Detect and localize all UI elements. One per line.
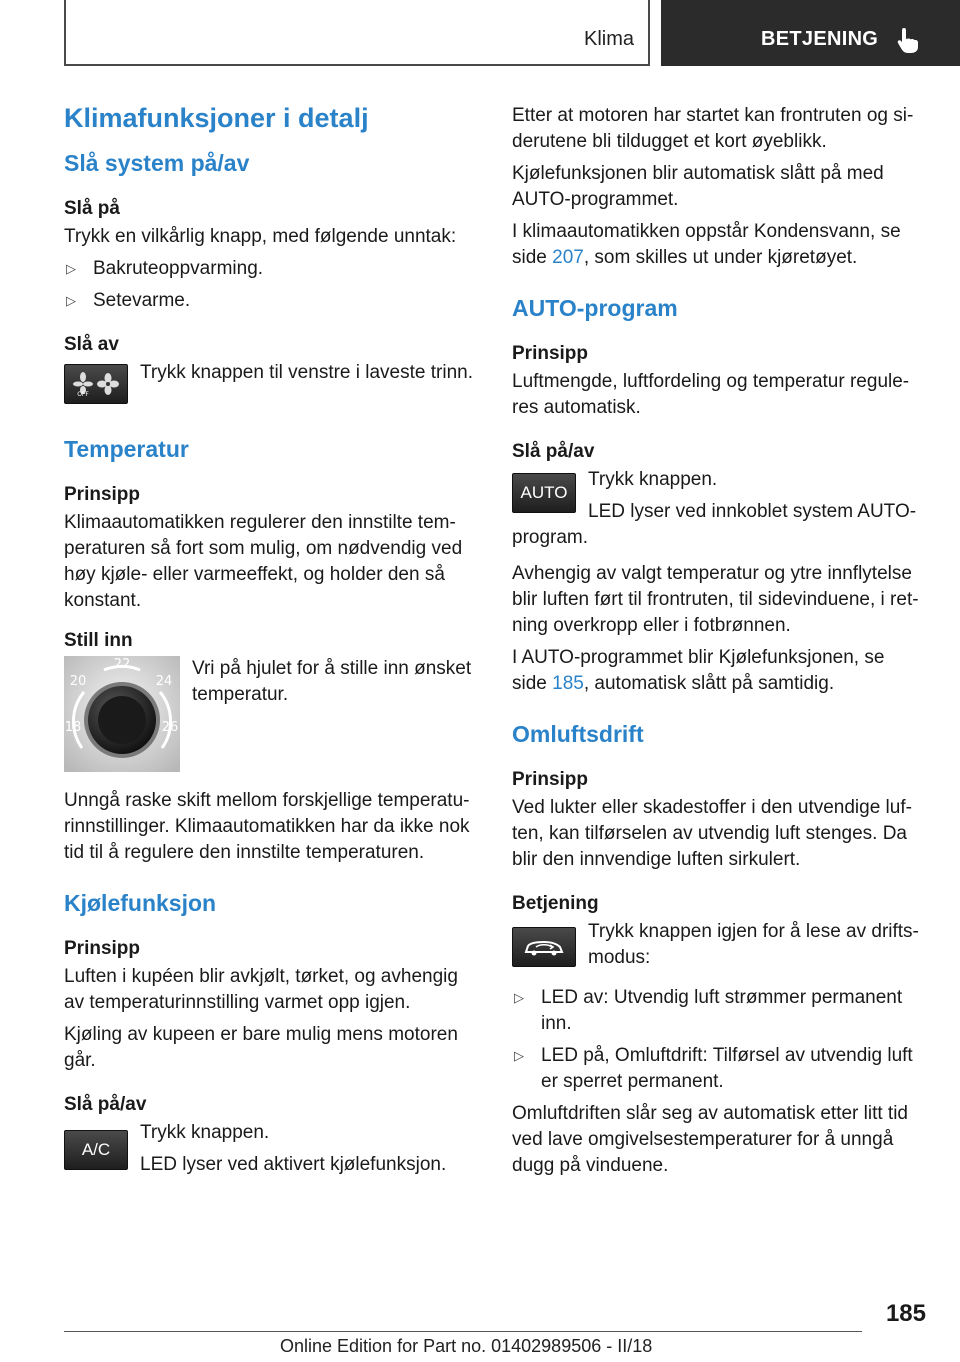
pointing-hand-icon — [895, 26, 921, 54]
list-item: ▷ Bakruteoppvarming. — [64, 256, 476, 282]
auto-button-image: AUTO — [512, 473, 576, 513]
heading-recirculation: Omluftsdrift — [512, 721, 644, 747]
on-text: Trykk en vilkårlig knapp, med følgende unntak: — [64, 226, 457, 247]
header-chapter-label: BETJENING — [761, 28, 879, 50]
page-number: 185 — [885, 1300, 926, 1327]
dial-label: 24 — [155, 674, 173, 689]
fog-text: Etter at motoren har startet kan frontruten og si‐derutene bli tildugget et kort øyeblikk. — [512, 105, 914, 152]
heading-temperature: Temperatur — [64, 436, 189, 462]
auto-distribution-text: Avhengig av valgt temperatur og ytre innflytelse blir luften ført til frontruten, til sidevinduene, i ret‐ning overkropp eller i fotbrønnen. — [512, 563, 919, 636]
auto-text-1: Trykk knappen. — [588, 469, 718, 490]
set-text: Vri på hjulet for å stille inn ønsket temperatur. — [192, 658, 472, 705]
header-section-box — [64, 0, 650, 66]
heading-auto-program: AUTO-program — [512, 295, 678, 321]
dial-label: 20 — [69, 674, 87, 689]
subheading-operation: Betjening — [512, 893, 599, 914]
cool-principle-text-2: Kjøling av kupeen er bare mulig mens motoren går. — [64, 1024, 458, 1071]
subheading-cool-principle: Prinsipp — [64, 938, 141, 959]
subheading-cool-on-off: Slå på/av — [64, 1094, 147, 1115]
page-link-185[interactable]: 185 — [552, 673, 584, 694]
recirc-figure-row — [512, 919, 924, 979]
dial-label: 22 — [113, 657, 131, 672]
header-section-label: Klima — [583, 28, 634, 50]
ac-button-image: A/C — [64, 1130, 128, 1170]
off-button-text: OFF — [77, 391, 89, 397]
list-item: ▷ Setevarme. — [64, 288, 476, 314]
recirc-auto-off-text: Omluftdriften slår seg av automatisk etter litt tid ved lave omgivelsestemperaturer for å unngå dugg på vinduene. — [512, 1103, 908, 1176]
subheading-set: Still inn — [64, 630, 133, 651]
off-text: Trykk knappen til venstre i laveste trinn. — [140, 362, 473, 383]
heading-system-on-off: Slå system på/av — [64, 150, 250, 176]
condensate-text: I klimaautomatikken oppstår Kondensvann, se side 207, som skilles ut under kjøretøyet. — [512, 221, 901, 268]
car-recirculation-icon — [522, 936, 566, 958]
ac-figure-row — [64, 1120, 476, 1178]
right-column — [512, 103, 924, 1185]
subheading-temp-principle: Prinsipp — [64, 484, 141, 505]
fan-icon — [97, 373, 119, 395]
page-title: Klimafunksjoner i detalj — [64, 103, 369, 133]
auto-text-2: LED lyser ved innkoblet system AUTO-program. — [512, 501, 917, 548]
cool-principle-text-1: Luften i kupéen blir avkjølt, tørket, og avhengig av temperaturinnstilling varmet opp igjen. — [64, 966, 458, 1013]
list-item: ▷ LED på, Omluftdrift: Tilførsel av utvendig luft er sperret permanent. — [512, 1043, 924, 1095]
footer-edition: Online Edition for Part no. 01402989506 - II/18 — [280, 1336, 653, 1356]
subheading-auto-principle: Prinsipp — [512, 343, 589, 364]
recirculation-button-image — [512, 927, 576, 967]
recirc-principle-text: Ved lukter eller skadestoffer i den utvendige luf‐ten, kan tilførselen av utvendig luft stenges. Da blir den innvendige luften sirkulert. — [512, 797, 912, 870]
subheading-recirc-principle: Prinsipp — [512, 769, 589, 790]
dial-figure-row — [64, 656, 476, 774]
dial-label: 26 — [161, 720, 179, 735]
off-figure-row — [64, 360, 476, 412]
subheading-on: Slå på — [64, 198, 120, 219]
auto-figure-row — [512, 467, 924, 551]
subheading-auto-on-off: Slå på/av — [512, 441, 595, 462]
cool-text-2: LED lyser ved aktivert kjølefunksjon. — [140, 1154, 447, 1175]
recirc-operation-text: Trykk knappen igjen for å lese av drifts‐modus: — [588, 921, 919, 968]
on-exceptions-list — [64, 256, 476, 314]
temp-principle-text: Klimaautomatikken regulerer den innstilte tem‐peraturen så fort som mulig, om nødvendig ved høy kjøle- eller varmeeffekt, og holder den så konstant. — [64, 512, 463, 611]
auto-principle-text: Luftmengde, luftfordeling og temperatur regule‐res automatisk. — [512, 371, 910, 418]
cool-text-1: Trykk knappen. — [140, 1122, 270, 1143]
avoid-text: Unngå raske skift mellom forskjellige temperatu‐rinnstillinger. Klimaautomatikken har da ikke nok tid til å regulere den innstilte temperaturen. — [64, 790, 470, 863]
fan-off-icon — [73, 371, 93, 397]
recirc-led-list — [512, 985, 924, 1095]
off-fan-button-image — [64, 364, 128, 404]
footer-divider — [64, 1331, 862, 1332]
auto-cooling-ref-text: I AUTO-programmet blir Kjølefunksjonen, se side 185, automatisk slått på samtidig. — [512, 647, 885, 694]
auto-cooling-text: Kjølefunksjonen blir automatisk slått på med AUTO-programmet. — [512, 163, 884, 210]
list-item: ▷ LED av: Utvendig luft strømmer permanent inn. — [512, 985, 924, 1037]
page-link-207[interactable]: 207 — [552, 247, 584, 268]
heading-cooling: Kjølefunksjon — [64, 890, 217, 916]
header-chapter-box — [661, 0, 960, 66]
temperature-dial-image — [64, 656, 180, 772]
subheading-off: Slå av — [64, 334, 119, 355]
left-column — [64, 100, 476, 1184]
dial-label: 18 — [64, 720, 82, 735]
